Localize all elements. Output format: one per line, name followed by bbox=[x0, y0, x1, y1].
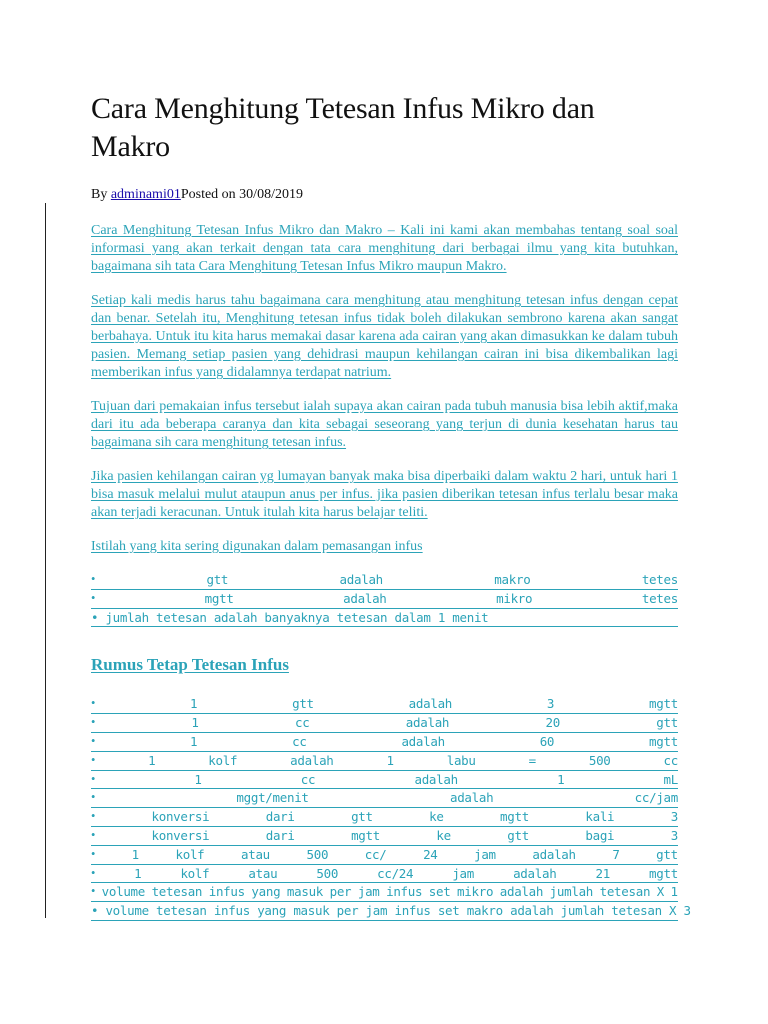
rumus-row-cell: 21 bbox=[595, 865, 610, 881]
rumus-row-cell: gtt bbox=[292, 696, 314, 712]
left-margin-rule bbox=[45, 203, 46, 918]
rumus-row-cell: • bbox=[91, 827, 96, 842]
rumus-row-cell: 500 bbox=[316, 865, 339, 881]
istilah-row-cell: gtt bbox=[206, 572, 229, 587]
rumus-row-cell: tetesan bbox=[599, 884, 651, 900]
rumus-row-cell: cc/ bbox=[364, 846, 387, 862]
istilah-row[interactable] bbox=[91, 590, 678, 609]
rumus-row-cell: 1 bbox=[131, 846, 139, 862]
rumus-row-cell: adalah bbox=[499, 884, 544, 900]
rumus-row-cell: yang bbox=[251, 884, 281, 900]
rumus-row[interactable] bbox=[91, 733, 678, 752]
rumus-row-cell: 1 bbox=[386, 752, 394, 768]
rumus-row-cell: gtt bbox=[507, 827, 529, 843]
rumus-row-cell: cc/24 bbox=[377, 865, 414, 881]
rumus-row-cell: labu bbox=[446, 752, 476, 768]
rumus-row-cell: mgtt bbox=[649, 696, 678, 712]
rumus-row-cell: • bbox=[91, 809, 96, 824]
rumus-row-cell: 1 bbox=[134, 865, 142, 881]
rumus-row-cell: cc/jam bbox=[634, 790, 678, 806]
rumus-row[interactable] bbox=[91, 771, 678, 790]
rumus-row-cell: adalah bbox=[532, 846, 576, 862]
rumus-row-cell: 1 bbox=[189, 733, 198, 749]
rumus-row-cell: 500 bbox=[306, 846, 329, 862]
rumus-row-cell: jam bbox=[452, 865, 475, 881]
rumus-row-cell: jam bbox=[357, 884, 380, 900]
rumus-row-cell: ke bbox=[429, 809, 444, 825]
istilah-intro[interactable]: Istilah yang kita sering digunakan dalam pemasangan infus bbox=[91, 539, 423, 554]
rumus-row-cell: volume bbox=[101, 884, 145, 900]
rumus-row-cell: 1 bbox=[670, 884, 678, 900]
rumus-row-cell: mgtt bbox=[649, 733, 678, 749]
istilah-row-cell: • jumlah tetesan adalah banyaknya tetesan dalam 1 menit bbox=[91, 609, 489, 625]
rumus-row[interactable] bbox=[91, 695, 678, 714]
rumus-row-cell: adalah bbox=[290, 752, 334, 768]
article-title: Cara Menghitung Tetesan Infus Mikro dan Makro bbox=[91, 92, 595, 163]
paragraph-2 bbox=[91, 292, 678, 382]
rumus-row-cell: 1 bbox=[148, 752, 156, 768]
rumus-row-cell: gtt bbox=[656, 715, 678, 731]
rumus-row-cell: konversi bbox=[151, 827, 210, 843]
istilah-row-cell: • bbox=[91, 572, 96, 586]
rumus-row-cell: = bbox=[528, 752, 536, 768]
rumus-heading[interactable]: Rumus Tetap Tetesan Infus bbox=[91, 655, 289, 675]
rumus-row-cell: adalah bbox=[401, 733, 445, 749]
rumus-row-cell: cc bbox=[663, 752, 678, 768]
rumus-row[interactable] bbox=[91, 827, 678, 846]
article bbox=[91, 90, 691, 921]
rumus-row-cell: bagi bbox=[585, 827, 615, 843]
rumus-row-cell: kolf bbox=[180, 865, 210, 881]
byline-prefix: By bbox=[91, 187, 111, 202]
rumus-row[interactable] bbox=[91, 789, 678, 808]
rumus-row-cell: mgtt bbox=[649, 865, 678, 881]
rumus-row-cell: infus bbox=[386, 884, 423, 900]
rumus-row-cell: ke bbox=[436, 827, 451, 843]
rumus-row-cell: konversi bbox=[151, 809, 210, 825]
rumus-row-cell: cc bbox=[300, 771, 316, 787]
rumus-row-cell: mL bbox=[663, 771, 678, 787]
rumus-row-cell: jam bbox=[474, 846, 496, 862]
rumus-row-cell: adalah bbox=[513, 865, 557, 881]
rumus-row-cell: • bbox=[91, 771, 96, 786]
rumus-row-cell: kolf bbox=[208, 752, 238, 768]
rumus-row[interactable] bbox=[91, 714, 678, 733]
rumus-row-cell: 1 bbox=[191, 715, 199, 731]
istilah-row-cell: mgtt bbox=[204, 590, 234, 606]
rumus-row-cell: adalah bbox=[405, 715, 450, 731]
rumus-row-cell: jumlah bbox=[549, 884, 594, 900]
rumus-row[interactable] bbox=[91, 846, 678, 865]
rumus-list bbox=[91, 695, 691, 921]
istilah-row[interactable] bbox=[91, 609, 678, 628]
istilah-row[interactable] bbox=[91, 571, 678, 590]
rumus-row-cell: per bbox=[329, 884, 352, 900]
paragraph-4-link[interactable]: Jika pasien kehilangan cairan yg lumayan banyak maka bisa diperbaiki dalam waktu 2 hari, untuk hari 1 bisa masuk melalui mulut ataupun anus per infus. jika pasien diberikan tetesan infus terlalu besar maka akan terjadi keracunan. Untuk itulah kita harus belajar teliti. bbox=[91, 469, 678, 520]
rumus-row-cell: atau bbox=[248, 865, 278, 881]
istilah-row-cell: mikro bbox=[496, 590, 533, 606]
rumus-row[interactable] bbox=[91, 752, 678, 771]
rumus-row-cell: tetesan bbox=[151, 884, 203, 900]
istilah-list bbox=[91, 571, 678, 627]
rumus-row-cell: kali bbox=[585, 809, 615, 825]
rumus-row-cell: mikro bbox=[457, 884, 494, 900]
rumus-row[interactable] bbox=[91, 808, 678, 827]
rumus-row-cell: 1 bbox=[557, 771, 565, 787]
paragraph-1 bbox=[91, 222, 678, 276]
rumus-row-cell: masuk bbox=[286, 884, 324, 900]
rumus-row-cell: • volume tetesan infus yang masuk per jam infus set makro adalah jumlah tetesan X 3 bbox=[91, 903, 691, 919]
rumus-row-cell: • bbox=[91, 715, 96, 730]
rumus-row-cell: 3 bbox=[670, 827, 678, 843]
byline bbox=[91, 186, 678, 204]
author-link[interactable]: adminami01 bbox=[110, 187, 181, 202]
rumus-row-cell: mgtt bbox=[500, 809, 529, 825]
rumus-row-cell: cc bbox=[292, 733, 307, 749]
istilah-row-cell: adalah bbox=[339, 572, 383, 587]
rumus-row-cell: 1 bbox=[194, 771, 202, 787]
rumus-row-cell: 60 bbox=[539, 733, 555, 749]
rumus-row-cell: dari bbox=[265, 809, 295, 825]
rumus-row-cell: 500 bbox=[588, 752, 611, 768]
rumus-row[interactable] bbox=[91, 902, 691, 921]
rumus-row-cell: gtt bbox=[656, 846, 678, 862]
rumus-row-cell: set bbox=[428, 884, 451, 900]
rumus-row[interactable] bbox=[91, 865, 678, 884]
rumus-row-cell: mgtt bbox=[351, 827, 380, 843]
paragraph-2-link[interactable]: Setiap kali medis harus tahu bagaimana cara menghitung atau menghitung tetesan infus dengan cepat dan benar. Setelah itu, Menghitung tetesan infus tidak boleh dilakukan sembrono karena akan sangat berbahaya. Untuk itu kita harus memakai dasar karena ada cairan yang akan dimasukkan ke dalam tubuh pasien. Memang setiap pasien yang dehidrasi maupun kehilangan cairan ini bisa dikembalikan lagi memberikan infus yang didalamnya terdapat natrium. bbox=[91, 293, 678, 380]
rumus-row-cell: X bbox=[656, 884, 664, 900]
rumus-row-cell: dari bbox=[265, 827, 295, 843]
rumus-row-cell: mggt/menit bbox=[236, 790, 309, 806]
rumus-row-cell: 3 bbox=[546, 696, 555, 712]
rumus-row-cell: infus bbox=[208, 884, 245, 900]
rumus-row-cell: adalah bbox=[414, 771, 458, 787]
rumus-row-cell: gtt bbox=[351, 809, 373, 825]
istilah-row-cell: • bbox=[91, 590, 96, 605]
rumus-row-cell: atau bbox=[241, 846, 270, 862]
rumus-row-cell: 7 bbox=[612, 846, 620, 862]
rumus-row[interactable] bbox=[91, 883, 678, 902]
istilah-row-cell: tetes bbox=[641, 590, 678, 606]
rumus-row-cell: kolf bbox=[175, 846, 205, 862]
rumus-row-cell: • bbox=[91, 752, 96, 767]
rumus-row-cell: • bbox=[91, 696, 96, 711]
posted-date: Posted on 30/08/2019 bbox=[180, 187, 303, 202]
paragraph-3-link[interactable]: Tujuan dari pemakaian infus tersebut ialah supaya akan cairan pada tubuh manusia bisa lebih aktif,maka dari itu ada beberapa caranya dan kita sebagai seseorang yang terjun di dunia kesehatan harus tau bagaimana sih cara menghitung tetesan infus. bbox=[91, 399, 678, 450]
rumus-row-cell: 3 bbox=[670, 809, 678, 825]
rumus-row-cell: • bbox=[91, 790, 96, 805]
rumus-row-cell: 20 bbox=[545, 715, 560, 731]
paragraph-3 bbox=[91, 398, 678, 452]
rumus-row-cell: • bbox=[91, 865, 96, 880]
rumus-row-cell: adalah bbox=[449, 790, 494, 806]
rumus-row-cell: adalah bbox=[408, 696, 453, 712]
rumus-row-cell: • bbox=[91, 733, 96, 748]
istilah-row-cell: makro bbox=[494, 572, 531, 587]
rumus-row-cell: 1 bbox=[189, 696, 198, 712]
rumus-row-cell: 24 bbox=[423, 846, 438, 862]
paragraph-4 bbox=[91, 468, 678, 522]
istilah-row-cell: tetes bbox=[641, 572, 678, 587]
paragraph-1-link[interactable]: Cara Menghitung Tetesan Infus Mikro dan Makro – Kali ini kami akan membahas tentang soal soal informasi yang akan terkait dengan tata cara menghitung dari berbagai ilmu yang kita butuhkan, bagaimana sih tata Cara Menghitung Tetesan Infus Mikro maupun Makro. bbox=[91, 223, 678, 274]
rumus-row-cell: • bbox=[91, 846, 96, 861]
rumus-row-cell: • bbox=[91, 884, 96, 899]
rumus-row-cell: cc bbox=[295, 715, 310, 731]
istilah-row-cell: adalah bbox=[343, 590, 387, 606]
